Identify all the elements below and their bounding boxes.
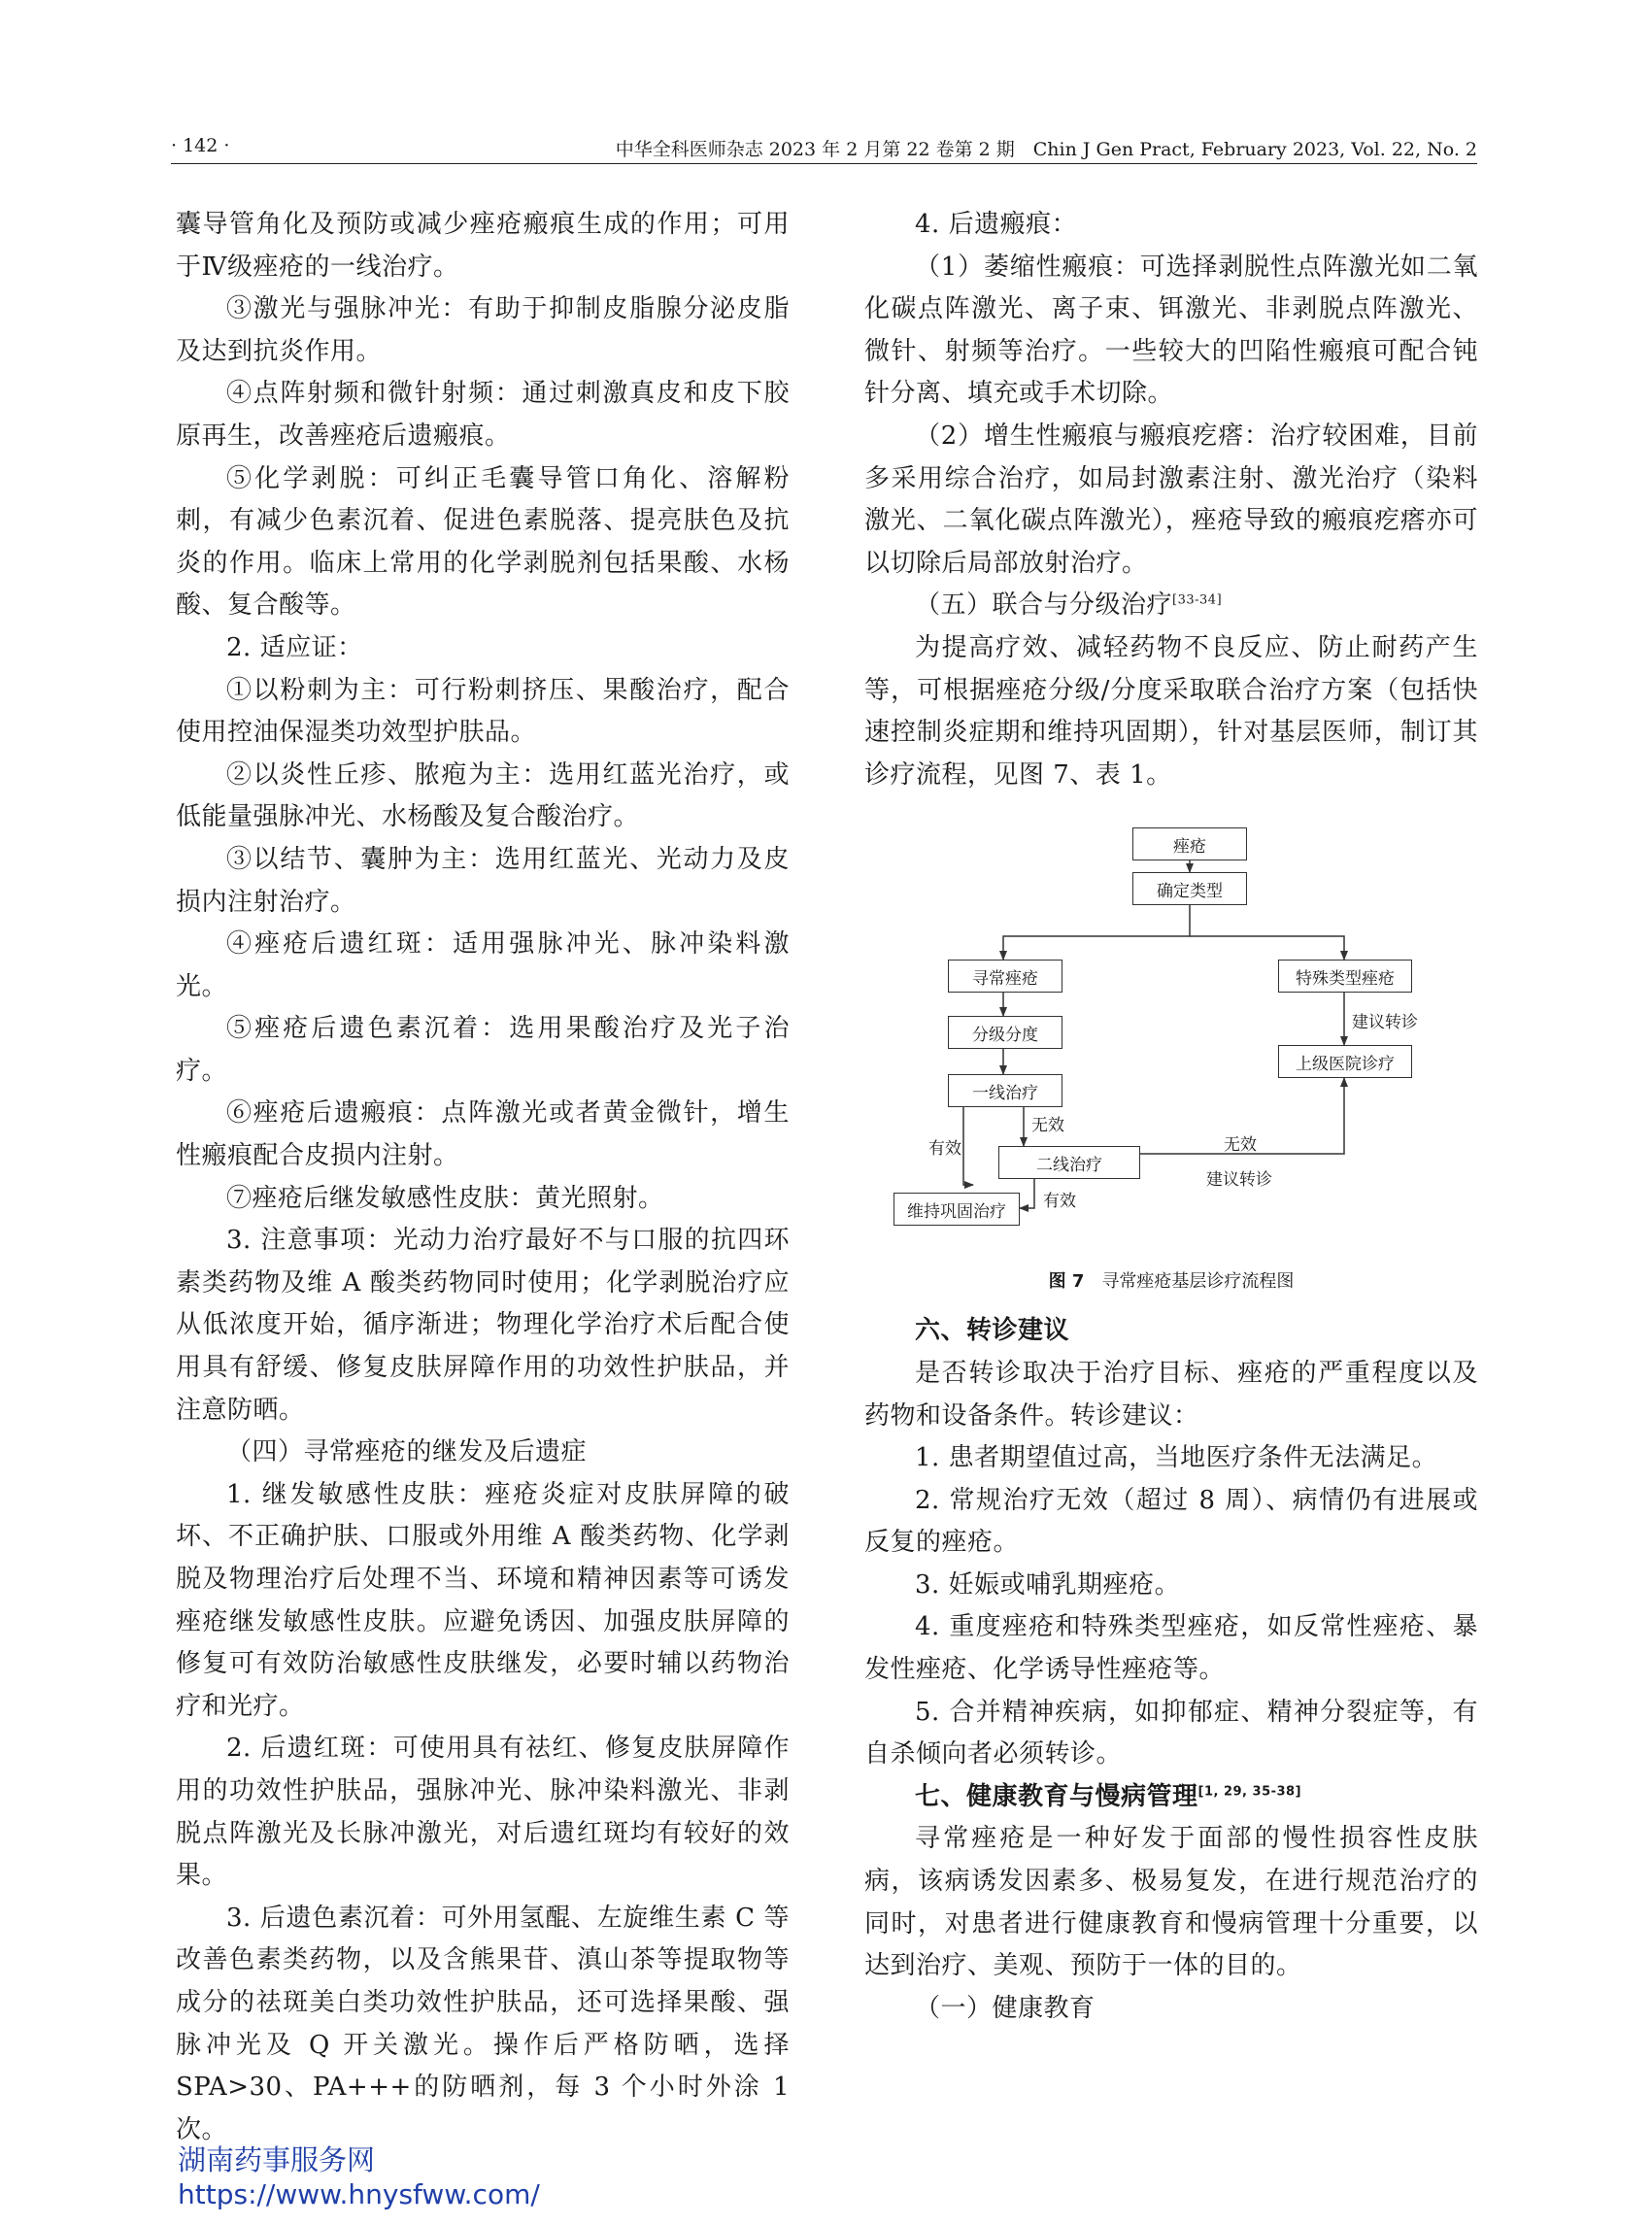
paragraph: ①以粉刺为主：可行粉刺挤压、果酸治疗，配合使用控油保湿类功效型护肤品。 — [176, 675, 790, 748]
paragraph: ④痤疮后遗红斑：适用强脉冲光、脉冲染料激光。 — [176, 929, 790, 1001]
section-heading: 六、转诊建议 — [915, 1316, 1070, 1346]
running-header — [171, 131, 1477, 166]
paragraph: 是否转诊取决于治疗目标、痤疮的严重程度以及药物和设备条件。转诊建议： — [864, 1358, 1478, 1431]
label-effective: 有效 — [928, 1139, 961, 1160]
paragraph: 2. 后遗红斑：可使用具有祛红、修复皮肤屏障作用的功效性护肤品，强脉冲光、脉冲染料激光、非剥脱点阵激光及长脉冲激光，对后遗红斑均有较好的效果。 — [176, 1734, 790, 1891]
node-determine-type: 确定类型 — [1132, 872, 1247, 905]
figure-number: 图 7 — [1048, 1271, 1085, 1293]
label-refer-2: 建议转诊 — [1206, 1170, 1272, 1191]
node-grading: 分级分度 — [948, 1016, 1062, 1049]
label-refer: 建议转诊 — [1352, 1013, 1418, 1033]
watermark — [178, 2142, 540, 2212]
label-invalid-2: 无效 — [1224, 1135, 1257, 1156]
node-acne: 痤疮 — [1132, 827, 1247, 860]
subsection-title: （五）联合与分级治疗 — [915, 590, 1173, 621]
paragraph: 5. 合并精神疾病，如抑郁症、精神分裂症等，有自杀倾向者必须转诊。 — [864, 1697, 1478, 1770]
paragraph: 4. 重度痤疮和特殊类型痤疮，如反常性痤疮、暴发性痤疮、化学诱导性痤疮等。 — [864, 1612, 1478, 1685]
right-column — [864, 204, 1478, 2030]
node-upper-hospital: 上级医院诊疗 — [1278, 1045, 1412, 1078]
paragraph: 2. 常规治疗无效（超过 8 周）、病情仍有进展或反复的痤疮。 — [864, 1485, 1478, 1558]
page-number: · 142 · — [171, 135, 230, 156]
watermark-url[interactable]: https://www.hnysfww.com/ — [178, 2178, 540, 2210]
paragraph: 4. 后遗瘢痕： — [915, 210, 1078, 239]
node-special-acne: 特殊类型痤疮 — [1278, 960, 1412, 993]
paragraph: ③激光与强脉冲光：有助于抑制皮脂腺分泌皮脂及达到抗炎作用。 — [176, 294, 790, 366]
paragraph: 囊导管角化及预防或减少痤疮瘢痕生成的作用；可用于Ⅳ级痤疮的一线治疗。 — [176, 210, 790, 282]
label-effective-2: 有效 — [1043, 1192, 1076, 1212]
paragraph: ⑤痤疮后遗色素沉着：选用果酸治疗及光子治疗。 — [176, 1014, 790, 1086]
paragraph: ③以结节、囊肿为主：选用红蓝光、光动力及皮损内注射治疗。 — [176, 844, 790, 917]
paragraph: ⑦痤疮后继发敏感性皮肤：黄光照射。 — [226, 1183, 664, 1213]
section-title: 七、健康教育与慢病管理 — [915, 1781, 1198, 1811]
paragraph: 寻常痤疮是一种好发于面部的慢性损容性皮肤病，该病诱发因素多、极易复发，在进行规范治疗的同时，对患者进行健康教育和慢病管理十分重要，以达到治疗、美观、预防于一体的目的。 — [864, 1824, 1478, 1981]
citation-ref: [33-34] — [1172, 592, 1223, 608]
node-first-line: 一线治疗 — [948, 1074, 1062, 1107]
paragraph: 1. 患者期望值过高，当地医疗条件无法满足。 — [915, 1443, 1438, 1473]
paragraph: ④点阵射频和微针射频：通过刺激真皮和皮下胶原再生，改善痤疮后遗瘢痕。 — [176, 379, 790, 451]
paragraph: ②以炎性丘疹、脓疱为主：选用红蓝光治疗，或低能量强脉冲光、水杨酸及复合酸治疗。 — [176, 759, 790, 832]
watermark-site-name: 湖南药事服务网 — [178, 2143, 376, 2176]
figure-caption — [864, 1267, 1478, 1293]
paragraph: ⑥痤疮后遗瘢痕：点阵激光或者黄金微针，增生性瘢痕配合皮损内注射。 — [176, 1098, 790, 1171]
node-maintenance: 维持巩固治疗 — [893, 1193, 1020, 1226]
figure-title: 寻常痤疮基层诊疗流程图 — [1101, 1271, 1295, 1293]
paragraph: 2. 适应证： — [226, 632, 363, 662]
left-column — [176, 204, 790, 2151]
node-common-acne: 寻常痤疮 — [948, 960, 1062, 993]
label-invalid: 无效 — [1031, 1116, 1064, 1136]
subsection-heading — [864, 585, 1478, 627]
section-heading — [864, 1776, 1478, 1819]
paragraph: 3. 妊娠或哺乳期痤疮。 — [915, 1569, 1181, 1600]
journal-citation: 中华全科医师杂志 2023 年 2 月第 22 卷第 2 期 Chin J Gen Pract, February 2023, Vol. 22, No. 2 — [615, 139, 1477, 160]
paragraph: 1. 继发敏感性皮肤：痤疮炎症对皮肤屏障的破坏、不正确护肤、口服或外用维 A 酸类药物、化学剥脱及物理治疗后处理不当、环境和精神因素等可诱发痤疮继发敏感性皮肤。应避免诱因、加强皮肤屏障的修复可有效防治敏感性皮肤继发，必要时辅以药物治疗和光疗。 — [176, 1479, 790, 1721]
paragraph: 3. 注意事项：光动力治疗最好不与口服的抗四环素类药物及维 A 酸类药物同时使用；化学剥脱治疗应从低浓度开始，循序渐进；物理化学治疗术后配合使用具有舒缓、修复皮肤屏障作用的功效性护肤品，并注意防晒。 — [176, 1226, 790, 1425]
paragraph: 3. 后遗色素沉着：可外用氢醌、左旋维生素 C 等改善色素类药物，以及含熊果苷、滇山茶等提取物等成分的祛斑美白类功效性护肤品，还可选择果酸、强脉冲光及 Q 开关激光。操作后严格防晒，选择 SPA>30、PA+++的防晒剂，每 3 个小时外涂 1 次。 — [176, 1903, 790, 2144]
citation-ref: [1, 29, 35-38] — [1197, 1784, 1302, 1800]
node-second-line: 二线治疗 — [998, 1146, 1140, 1179]
paragraph: ⑤化学剥脱：可纠正毛囊导管口角化、溶解粉刺，有减少色素沉着、促进色素脱落、提亮肤色及抗炎的作用。临床上常用的化学剥脱剂包括果酸、水杨酸、复合酸等。 — [176, 463, 790, 621]
header-rule — [171, 163, 1477, 164]
paragraph: 为提高疗效、减轻药物不良反应、防止耐药产生等，可根据痤疮分级/分度采取联合治疗方案（包括快速控制炎症期和维持巩固期），针对基层医师，制订其诊疗流程，见图 7、表 1。 — [864, 632, 1478, 790]
paragraph: （1）萎缩性瘢痕：可选择剥脱性点阵激光如二氧化碳点阵激光、离子束、铒激光、非剥脱点阵激光、微针、射频等治疗。一些较大的凹陷性瘢痕可配合钝针分离、填充或手术切除。 — [864, 252, 1478, 409]
subsection-heading: （一）健康教育 — [915, 1993, 1096, 2023]
flowchart-figure — [864, 810, 1478, 1262]
subsection-heading: （四）寻常痤疮的继发及后遗症 — [226, 1437, 588, 1467]
paragraph: （2）增生性瘢痕与瘢痕疙瘩：治疗较困难，目前多采用综合治疗，如局封激素注射、激光治疗（染料激光、二氧化碳点阵激光），痤疮导致的瘢痕疙瘩亦可以切除后局部放射治疗。 — [864, 421, 1478, 578]
